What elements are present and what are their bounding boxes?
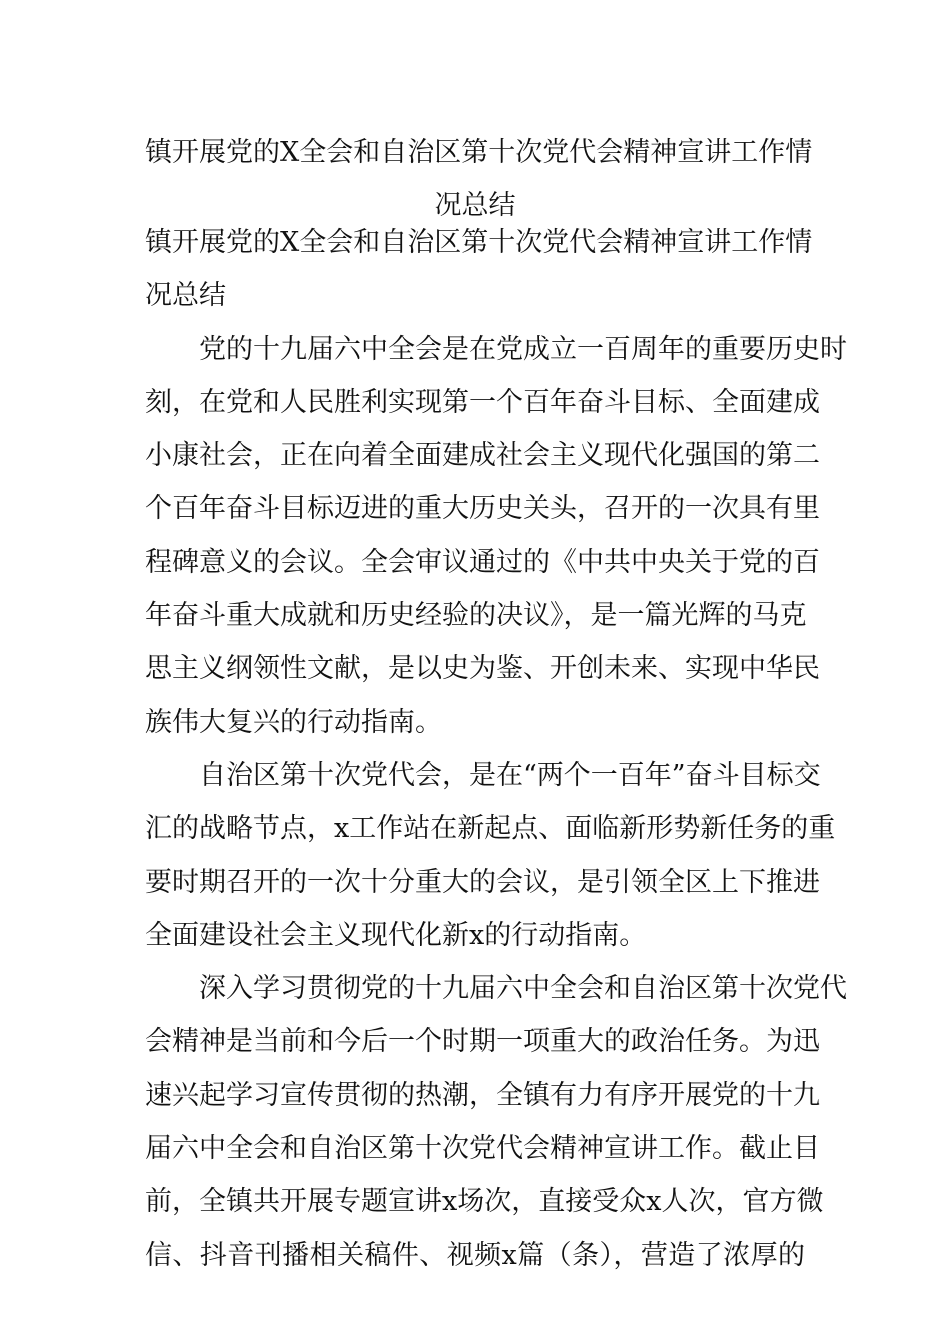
paragraph-2-line: 全面建设社会主义现代化新x的行动指南。 bbox=[145, 919, 647, 951]
paragraph-3-line: 届六中全会和自治区第十次党代会精神宣讲工作。截止目 bbox=[145, 1133, 820, 1165]
paragraph-2-line: 自治区第十次党代会，是在“两个一百年”奋斗目标交 bbox=[199, 759, 821, 791]
title-line-2: 况总结 bbox=[434, 190, 516, 222]
paragraph-3-line: 会精神是当前和今后一个时期一项重大的政治任务。为迅 bbox=[145, 1026, 820, 1058]
heading-line-1: 镇开展党的X全会和自治区第十次党代会精神宣讲工作情 bbox=[145, 227, 813, 258]
paragraph-1-line: 年奋斗重大成就和历史经验的决议》，是一篇光辉的马克 bbox=[145, 600, 807, 632]
paragraph-1-line: 刻，在党和人民胜利实现第一个百年奋斗目标、全面建成 bbox=[145, 386, 820, 418]
heading-line-2: 况总结 bbox=[145, 280, 226, 312]
document-body bbox=[145, 216, 847, 1282]
paragraph-1-line: 程碑意义的会议。全会审议通过的《中共中央关于党的百 bbox=[145, 546, 820, 578]
paragraph-1-line: 小康社会，正在向着全面建成社会主义现代化强国的第二 bbox=[145, 440, 820, 472]
paragraph-3-line: 前，全镇共开展专题宣讲x场次，直接受众x人次，官方微 bbox=[145, 1186, 824, 1218]
paragraph-1-line: 思主义纲领性文献，是以史为鉴、开创未来、实现中华民 bbox=[145, 653, 820, 685]
paragraph-1-line: 族伟大复兴的行动指南。 bbox=[145, 706, 442, 738]
paragraph-2-line: 要时期召开的一次十分重大的会议，是引领全区上下推进 bbox=[145, 866, 820, 898]
paragraph-3-line: 信、抖音刊播相关稿件、视频x篇（条），营造了浓厚的 bbox=[145, 1239, 805, 1271]
paragraph-3-line: 深入学习贯彻党的十九届六中全会和自治区第十次党代 bbox=[199, 973, 847, 1005]
title-line-1: 镇开展党的X全会和自治区第十次党代会精神宣讲工作情 bbox=[145, 137, 813, 168]
paragraph-1-line: 个百年奋斗目标迈进的重大历史关头，召开的一次具有里 bbox=[145, 493, 820, 525]
paragraph-1-line: 党的十九届六中全会是在党成立一百周年的重要历史时 bbox=[199, 333, 847, 365]
paragraph-3-line: 速兴起学习宣传贯彻的热潮，全镇有力有序开展党的十九 bbox=[145, 1079, 820, 1111]
paragraph-2-line: 汇的战略节点，x工作站在新起点、面临新形势新任务的重 bbox=[145, 813, 836, 845]
